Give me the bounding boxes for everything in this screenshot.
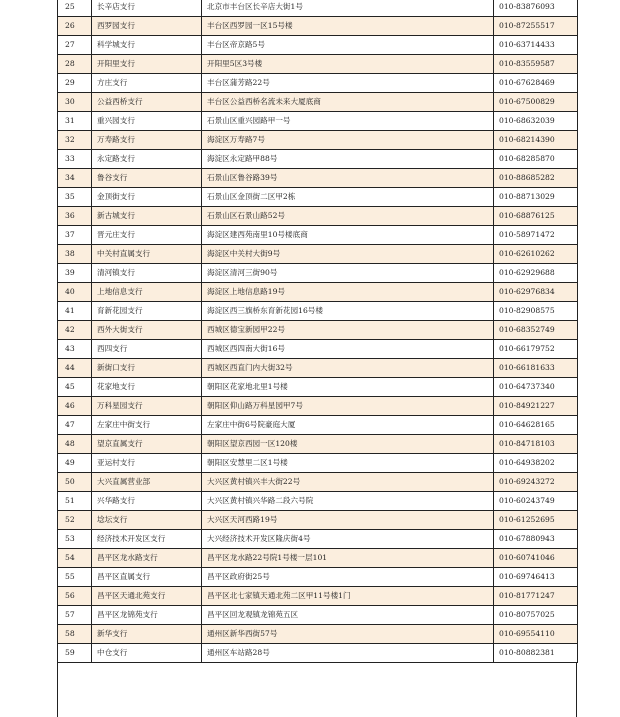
row-number-cell: 28 [58,55,92,74]
row-number-cell: 39 [58,264,92,283]
branch-name-cell: 昌平区龙锦苑支行 [92,606,202,625]
address-cell: 西城区西四南大街16号 [202,340,494,359]
row-number-cell: 55 [58,568,92,587]
table-row [58,416,578,435]
table-row [58,93,578,112]
phone-cell: 010-87255517 [494,17,578,36]
phone-cell: 010-84718103 [494,435,578,454]
row-number-cell: 36 [58,207,92,226]
row-number-cell: 50 [58,473,92,492]
row-number-cell: 38 [58,245,92,264]
table-row [58,587,578,606]
row-number-cell: 46 [58,397,92,416]
address-cell: 大兴经济技术开发区隆庆街4号 [202,530,494,549]
branch-table-body [58,0,578,663]
address-cell: 海淀区清河三街90号 [202,264,494,283]
branch-name-cell: 万科星园支行 [92,397,202,416]
address-cell: 通州区新华西街57号 [202,625,494,644]
address-cell: 左家庄中街6号院豪庭大厦 [202,416,494,435]
phone-cell: 010-67628469 [494,74,578,93]
branch-name-cell: 花家地支行 [92,378,202,397]
table-row [58,188,578,207]
address-cell: 石景山区鲁谷路39号 [202,169,494,188]
address-cell: 朝阳区望京西园一区120楼 [202,435,494,454]
address-cell: 西城区德宝新园甲22号 [202,321,494,340]
branch-name-cell: 左家庄中街支行 [92,416,202,435]
address-cell: 昌平区回龙观镇龙锦苑五区 [202,606,494,625]
branch-name-cell: 万寿路支行 [92,131,202,150]
table-row [58,169,578,188]
branch-name-cell: 金顶街支行 [92,188,202,207]
table-row [58,435,578,454]
table-row [58,606,578,625]
row-number-cell: 44 [58,359,92,378]
table-row [58,74,578,93]
table-row [58,283,578,302]
branch-name-cell: 亚运村支行 [92,454,202,473]
table-row [58,340,578,359]
table-row [58,568,578,587]
phone-cell: 010-69746413 [494,568,578,587]
address-cell: 西城区西直门内大街32号 [202,359,494,378]
branch-name-cell: 昌平区直属支行 [92,568,202,587]
phone-cell: 010-66181633 [494,359,578,378]
row-number-cell: 56 [58,587,92,606]
table-row [58,511,578,530]
row-number-cell: 52 [58,511,92,530]
table-row [58,226,578,245]
row-number-cell: 53 [58,530,92,549]
branch-name-cell: 西四支行 [92,340,202,359]
address-cell: 海淀区万寿路7号 [202,131,494,150]
address-cell: 丰台区蒲芳路22号 [202,74,494,93]
row-number-cell: 47 [58,416,92,435]
row-number-cell: 26 [58,17,92,36]
phone-cell: 010-68285870 [494,150,578,169]
row-number-cell: 31 [58,112,92,131]
row-number-cell: 58 [58,625,92,644]
phone-cell: 010-66179752 [494,340,578,359]
address-cell: 丰台区公益西桥名流未来大厦底商 [202,93,494,112]
branch-name-cell: 大兴直属营业部 [92,473,202,492]
table-row [58,473,578,492]
phone-cell: 010-68214390 [494,131,578,150]
branch-name-cell: 鲁谷支行 [92,169,202,188]
phone-cell: 010-61252695 [494,511,578,530]
table-row [58,36,578,55]
branch-name-cell: 晋元庄支行 [92,226,202,245]
branch-name-cell: 中关村直属支行 [92,245,202,264]
table-row [58,0,578,17]
branch-name-cell: 科学城支行 [92,36,202,55]
phone-cell: 010-62976834 [494,283,578,302]
phone-cell: 010-62610262 [494,245,578,264]
address-cell: 石景山区重兴园路甲一号 [202,112,494,131]
address-cell: 昌平区北七家镇天通北苑二区甲11号楼1门 [202,587,494,606]
phone-cell: 010-58971472 [494,226,578,245]
phone-cell: 010-64938202 [494,454,578,473]
address-cell: 海淀区中关村大街9号 [202,245,494,264]
address-cell: 海淀区永定路甲88号 [202,150,494,169]
phone-cell: 010-69554110 [494,625,578,644]
row-number-cell: 48 [58,435,92,454]
address-cell: 朝阳区仰山路万科星园甲7号 [202,397,494,416]
row-number-cell: 33 [58,150,92,169]
branch-name-cell: 兴华路支行 [92,492,202,511]
address-cell: 海淀区建西苑南里10号楼底商 [202,226,494,245]
phone-cell: 010-60243749 [494,492,578,511]
address-cell: 开阳里5区3号楼 [202,55,494,74]
phone-cell: 010-68352749 [494,321,578,340]
branch-name-cell: 开阳里支行 [92,55,202,74]
row-number-cell: 30 [58,93,92,112]
row-number-cell: 41 [58,302,92,321]
branch-name-cell: 清河镇支行 [92,264,202,283]
phone-cell: 010-62929688 [494,264,578,283]
row-number-cell: 54 [58,549,92,568]
table-row [58,644,578,663]
branch-name-cell: 长辛店支行 [92,0,202,17]
phone-cell: 010-64628165 [494,416,578,435]
address-cell: 海淀区西三旗桥东育新花园16号楼 [202,302,494,321]
address-cell: 昌平区龙水路22号院1号楼一层101 [202,549,494,568]
branch-name-cell: 新华支行 [92,625,202,644]
table-row [58,359,578,378]
address-cell: 海淀区上地信息路19号 [202,283,494,302]
address-cell: 大兴区黄村镇兴华路二段六号院 [202,492,494,511]
address-cell: 石景山区金顶街二区甲2栋 [202,188,494,207]
row-number-cell: 35 [58,188,92,207]
phone-cell: 010-82908575 [494,302,578,321]
row-number-cell: 42 [58,321,92,340]
address-cell: 丰台区帝京路5号 [202,36,494,55]
branch-name-cell: 育新花园支行 [92,302,202,321]
phone-cell: 010-81771247 [494,587,578,606]
table-row [58,321,578,340]
phone-cell: 010-60741046 [494,549,578,568]
table-row [58,625,578,644]
table-row [58,302,578,321]
phone-cell: 010-67500829 [494,93,578,112]
row-number-cell: 51 [58,492,92,511]
row-number-cell: 57 [58,606,92,625]
table-row [58,17,578,36]
branch-name-cell: 新古城支行 [92,207,202,226]
phone-cell: 010-84921227 [494,397,578,416]
phone-cell: 010-68632039 [494,112,578,131]
address-cell: 昌平区政府街25号 [202,568,494,587]
branch-name-cell: 中仓支行 [92,644,202,663]
table-row [58,454,578,473]
table-row [58,378,578,397]
branch-name-cell: 昌平区天通北苑支行 [92,587,202,606]
phone-cell: 010-63714433 [494,36,578,55]
table-row [58,245,578,264]
phone-cell: 010-88713029 [494,188,578,207]
phone-cell: 010-67880943 [494,530,578,549]
row-number-cell: 49 [58,454,92,473]
table-row [58,150,578,169]
address-cell: 北京市丰台区长辛店大街1号 [202,0,494,17]
branch-name-cell: 上地信息支行 [92,283,202,302]
branch-name-cell: 方庄支行 [92,74,202,93]
phone-cell: 010-64737340 [494,378,578,397]
branch-name-cell: 西外大街支行 [92,321,202,340]
table-row [58,131,578,150]
phone-cell: 010-88685282 [494,169,578,188]
row-number-cell: 45 [58,378,92,397]
row-number-cell: 40 [58,283,92,302]
table-row [58,492,578,511]
branch-name-cell: 经济技术开发区支行 [92,530,202,549]
address-cell: 石景山区石景山路52号 [202,207,494,226]
phone-cell: 010-69243272 [494,473,578,492]
phone-cell: 010-83559587 [494,55,578,74]
branch-name-cell: 望京直属支行 [92,435,202,454]
phone-cell: 010-83876093 [494,0,578,17]
table-row [58,55,578,74]
branch-name-cell: 永定路支行 [92,150,202,169]
table-row [58,112,578,131]
branch-name-cell: 新街口支行 [92,359,202,378]
table-row [58,264,578,283]
phone-cell: 010-80882381 [494,644,578,663]
address-cell: 朝阳区安慧里二区1号楼 [202,454,494,473]
address-cell: 通州区车站路28号 [202,644,494,663]
address-cell: 大兴区黄村镇兴丰大街22号 [202,473,494,492]
address-cell: 大兴区天河西路19号 [202,511,494,530]
row-number-cell: 32 [58,131,92,150]
address-cell: 朝阳区花家地北里1号楼 [202,378,494,397]
branch-name-cell: 昌平区龙水路支行 [92,549,202,568]
branch-name-cell: 西罗园支行 [92,17,202,36]
table-row [58,397,578,416]
row-number-cell: 37 [58,226,92,245]
row-number-cell: 27 [58,36,92,55]
row-number-cell: 59 [58,644,92,663]
branch-name-cell: 重兴园支行 [92,112,202,131]
row-number-cell: 43 [58,340,92,359]
table-row [58,549,578,568]
row-number-cell: 34 [58,169,92,188]
table-row [58,530,578,549]
branch-name-cell: 埝坛支行 [92,511,202,530]
phone-cell: 010-80757025 [494,606,578,625]
branch-table [57,0,578,663]
address-cell: 丰台区西罗园一区15号楼 [202,17,494,36]
branch-name-cell: 公益西桥支行 [92,93,202,112]
table-row [58,207,578,226]
row-number-cell: 29 [58,74,92,93]
phone-cell: 010-68876125 [494,207,578,226]
row-number-cell: 25 [58,0,92,17]
